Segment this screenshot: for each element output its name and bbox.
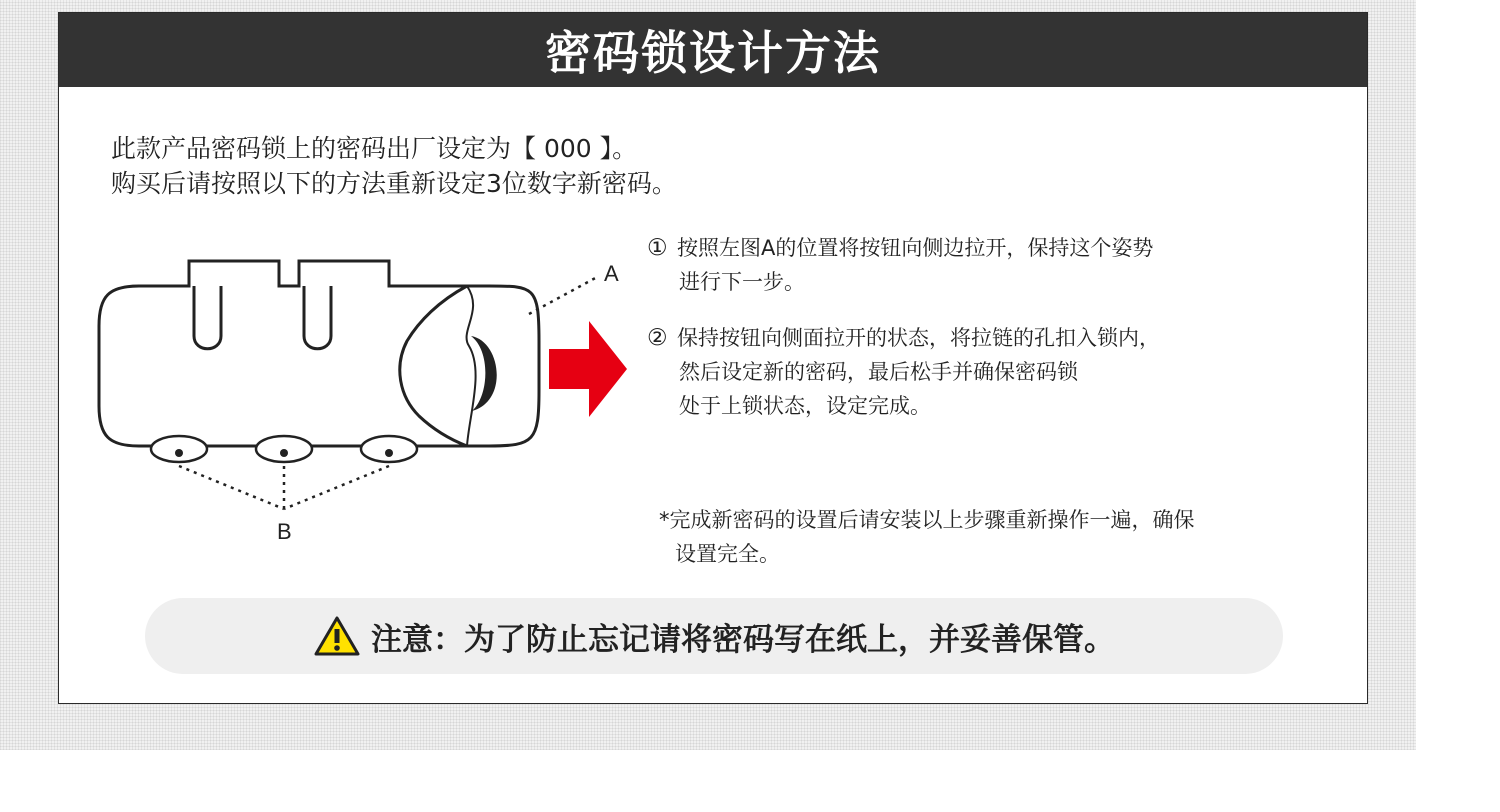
leader-a (529, 276, 599, 314)
step-2-line-1: 保持按钮向侧面拉开的状态，将拉链的孔扣入锁内， (677, 326, 1160, 350)
step-1 (647, 231, 1160, 299)
leader-b3 (284, 466, 389, 509)
step-2-line-2: 然后设定新的密码，最后松手并确保密码锁 (679, 360, 1078, 384)
label-a: A (604, 261, 619, 286)
step-1-number: ① (647, 235, 668, 261)
intro-line-2: 购买后请按照以下的方法重新设定3位数字新密码。 (111, 169, 677, 198)
pull-arrow (549, 321, 627, 417)
dial-3-notch (385, 449, 393, 457)
lock-diagram (89, 241, 649, 551)
title-bar (59, 13, 1367, 87)
label-b: B (277, 519, 292, 544)
button-curve (467, 286, 476, 446)
dial-2-notch (280, 449, 288, 457)
warning-triangle-icon (313, 615, 361, 657)
step-1-line-2: 进行下一步。 (679, 270, 805, 294)
note-line-1: *完成新密码的设置后请安装以上步骤重新操作一遍，确保 (659, 508, 1195, 532)
step-1-line-1: 按照左图A的位置将按钮向侧边拉开，保持这个姿势 (677, 236, 1154, 260)
step-2 (647, 321, 1160, 423)
step-2-number: ② (647, 325, 668, 351)
intro-line-1: 此款产品密码锁上的密码出厂设定为【 000 】。 (111, 134, 638, 163)
slot-2 (304, 286, 331, 349)
step-2-line-3: 处于上锁状态，设定完成。 (679, 394, 931, 418)
dial-1-notch (175, 449, 183, 457)
leader-b1 (179, 466, 284, 509)
page-title: 密码锁设计方法 (545, 26, 881, 80)
warning-banner (145, 598, 1283, 674)
slot-1 (194, 286, 221, 349)
instruction-card (58, 12, 1368, 704)
warning-text: 注意：为了防止忘记请将密码写在纸上，并妥善保管。 (371, 621, 1115, 658)
slide-button (400, 286, 467, 446)
note (659, 503, 1195, 571)
intro-text (111, 131, 677, 201)
note-line-2: 设置完全。 (675, 542, 780, 566)
steps (647, 231, 1160, 423)
